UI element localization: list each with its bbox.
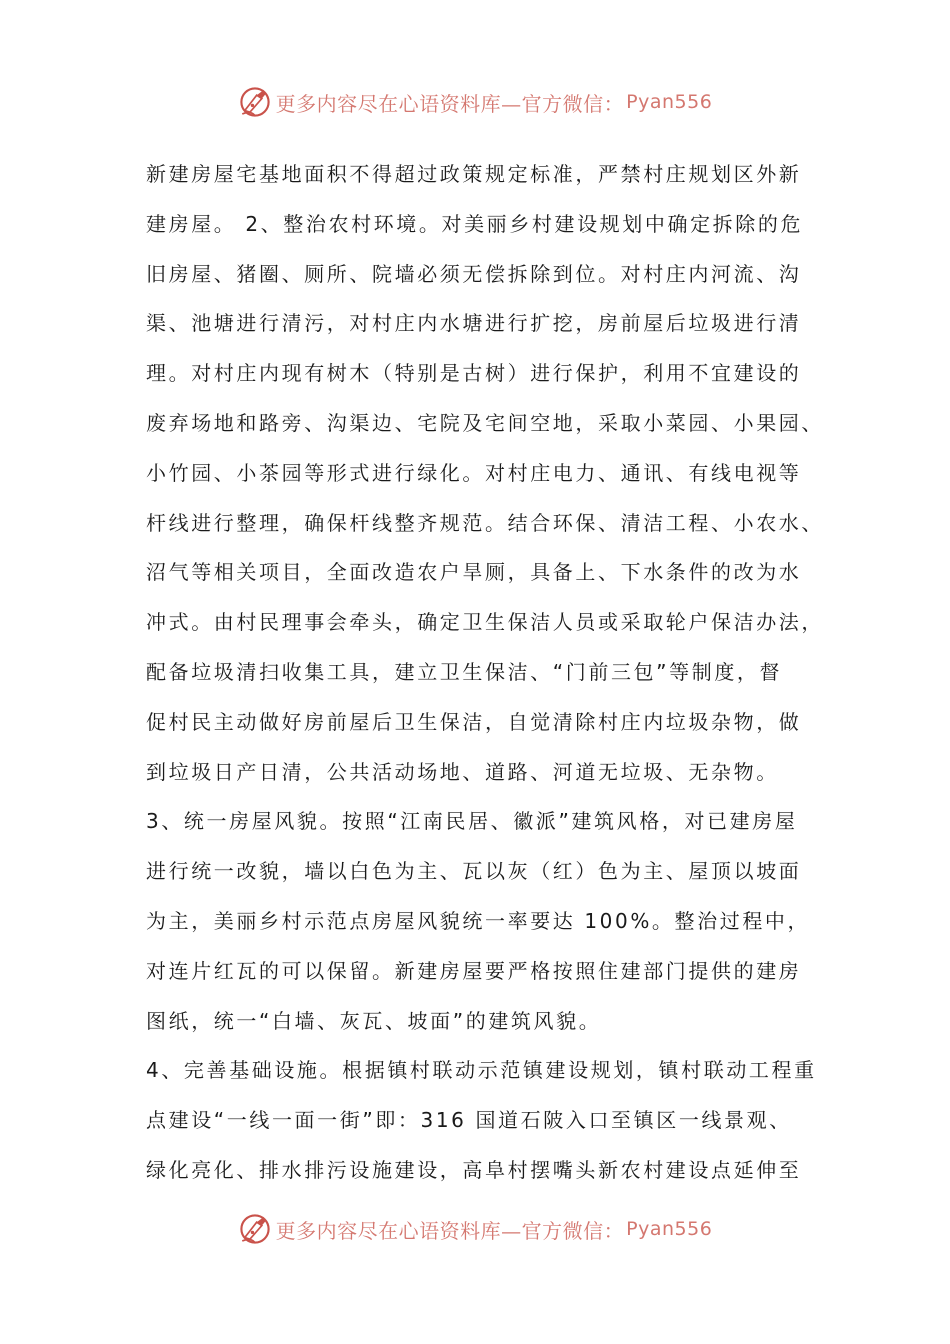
text-line: 新建房屋宅基地面积不得超过政策规定标准，严禁村庄规划区外新 <box>146 162 802 186</box>
text-line: 促村民主动做好房前屋后卫生保洁，自觉清除村庄内垃圾杂物，做 <box>146 709 802 734</box>
text-line: 进行统一改貌，墙以白色为主、瓦以灰（红）色为主、屋顶以坡面 <box>146 859 802 884</box>
text-line: 废弃场地和路旁、沟渠边、宅院及宅间空地，采取小菜园、小果园、 <box>146 410 824 435</box>
text-line: 点建设“一线一面一街”即：316 国道石陂入口至镇区一线景观、 <box>146 1108 792 1133</box>
text-line: 建房屋。 2、整治农村环境。对美丽乡村建设规划中确定拆除的危 <box>146 211 804 236</box>
text-line: 冲式。由村民理事会牵头，确定卫生保洁人员或采取轮户保洁办法， <box>146 610 824 635</box>
footer-watermark <box>0 1209 950 1249</box>
text-line: 配备垃圾清扫收集工具，建立卫生保洁、“门前三包”等制度，督 <box>146 659 783 684</box>
text-line: 图纸，统一“白墙、灰瓦、坡面”的建筑风貌。 <box>146 1008 602 1033</box>
text-line: 理。对村庄内现有树木（特别是古树）进行保护，利用不宜建设的 <box>146 361 802 386</box>
text-line: 为主，美丽乡村示范点房屋风貌统一率要达 100%。整治过程中， <box>146 908 811 933</box>
text-line: 杆线进行整理，确保杆线整齐规范。结合环保、清洁工程、小农水、 <box>146 510 824 535</box>
watermark-wechat-id: Pyan556 <box>626 91 713 113</box>
text-line: 4、完善基础设施。根据镇村联动示范镇建设规划，镇村联动工程重 <box>146 1058 817 1083</box>
header-watermark <box>0 82 950 122</box>
text-line: 小竹园、小茶园等形式进行绿化。对村庄电力、通讯、有线电视等 <box>146 460 802 485</box>
text-line: 沼气等相关项目，全面改造农户旱厕，具备上、下水条件的改为水 <box>146 560 802 585</box>
pen-nib-logo-icon <box>238 85 272 119</box>
text-line: 渠、池塘进行清污，对村庄内水塘进行扩挖，房前屋后垃圾进行清 <box>146 311 802 336</box>
watermark-text: 更多内容尽在心语资料库—官方微信： <box>275 1218 625 1243</box>
pen-nib-logo-icon <box>238 1212 272 1246</box>
text-line: 绿化亮化、排水排污设施建设，高阜村摆嘴头新农村建设点延伸至 <box>146 1157 802 1182</box>
text-line: 对连片红瓦的可以保留。新建房屋要严格按照住建部门提供的建房 <box>146 958 802 983</box>
document-body <box>146 150 826 1196</box>
watermark-text: 更多内容尽在心语资料库—官方微信： <box>275 91 625 116</box>
watermark-wechat-id: Pyan556 <box>626 1218 713 1240</box>
text-line: 旧房屋、猪圈、厕所、院墙必须无偿拆除到位。对村庄内河流、沟 <box>146 261 802 286</box>
text-line: 3、统一房屋风貌。按照“江南民居、徽派”建筑风格，对已建房屋 <box>146 809 798 834</box>
text-line: 到垃圾日产日清，公共活动场地、道路、河道无垃圾、无杂物。 <box>146 759 779 784</box>
